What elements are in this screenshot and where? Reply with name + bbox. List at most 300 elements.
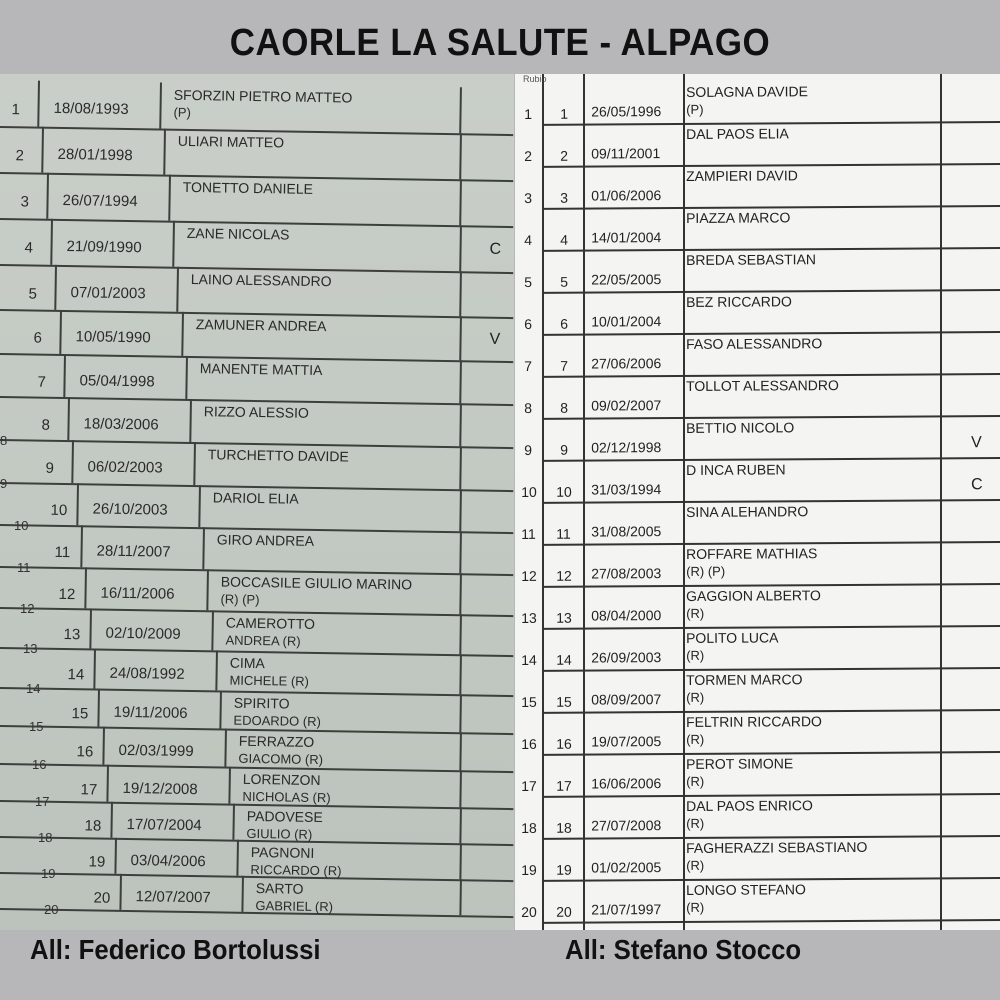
outer-row-number: 6 xyxy=(524,315,533,332)
player-number: 10 xyxy=(50,501,68,520)
player-name xyxy=(686,755,793,790)
player-name xyxy=(686,167,798,185)
outer-row-number: 10 xyxy=(14,518,29,533)
outer-row-number: 17 xyxy=(521,777,537,794)
player-number: 16 xyxy=(76,743,94,761)
player-name-line: GAGGION ALBERTO xyxy=(686,587,821,604)
player-birthdate: 06/02/2003 xyxy=(87,457,163,477)
player-number: 14 xyxy=(67,666,85,684)
player-number: 1 xyxy=(11,101,21,119)
player-number: 5 xyxy=(28,284,38,303)
outer-row-number: 14 xyxy=(521,651,537,668)
player-number: 12 xyxy=(556,567,572,584)
column-divider xyxy=(228,767,231,804)
column-divider xyxy=(54,265,57,310)
column-divider xyxy=(193,442,196,485)
column-divider xyxy=(236,840,239,876)
player-name xyxy=(686,419,794,437)
player-birthdate: 01/02/2005 xyxy=(591,859,662,876)
player-name-line: BREDA SEBASTIAN xyxy=(686,251,817,268)
player-name-line: ULIARI MATTEO xyxy=(177,132,285,151)
player-number: 4 xyxy=(24,239,34,257)
column-divider xyxy=(41,127,44,173)
row-divider xyxy=(542,919,1000,924)
column-divider xyxy=(189,399,192,442)
outer-row-number: 9 xyxy=(524,441,533,458)
outer-row-number: 2 xyxy=(524,147,533,164)
table-row xyxy=(515,667,1000,712)
player-name xyxy=(686,545,817,580)
player-birthdate: 17/07/2004 xyxy=(126,815,202,835)
player-name xyxy=(686,209,790,227)
player-name-line: TORMEN MARCO xyxy=(686,671,803,688)
player-number: 18 xyxy=(556,819,572,836)
player-name-line: MANENTE MATTIA xyxy=(199,360,323,379)
player-name xyxy=(255,880,333,915)
player-name-line: PADOVESE xyxy=(246,807,323,826)
player-number: 9 xyxy=(560,441,569,458)
player-name-line: GIRO ANDREA xyxy=(216,531,315,549)
player-role: C xyxy=(971,476,983,494)
player-name-note: (R) xyxy=(686,647,705,663)
column-divider xyxy=(459,807,462,843)
player-name-line: POLITO LUCA xyxy=(686,629,779,646)
player-role: V xyxy=(489,330,501,348)
player-name-line: SPIRITO xyxy=(233,694,290,712)
column-divider xyxy=(71,440,74,483)
player-number: 4 xyxy=(560,231,569,248)
table-row xyxy=(515,163,1000,208)
column-divider xyxy=(168,175,171,221)
column-divider xyxy=(84,567,87,608)
table-row xyxy=(515,793,1000,838)
player-name-line: ZAMUNER ANDREA xyxy=(195,316,327,335)
player-name-line: LORENZON xyxy=(242,770,321,789)
left-team-sheet xyxy=(0,74,514,930)
player-name-line: SINA ALEHANDRO xyxy=(686,503,809,520)
table-row xyxy=(0,264,514,317)
player-name xyxy=(178,133,285,152)
player-birthdate: 27/07/2008 xyxy=(591,817,662,834)
player-name xyxy=(686,881,806,916)
outer-row-number: 17 xyxy=(35,794,50,809)
player-birthdate: 02/03/1999 xyxy=(118,741,194,761)
outer-row-number: 7 xyxy=(524,357,533,374)
outer-row-number: 12 xyxy=(521,567,537,584)
player-birthdate: 16/06/2006 xyxy=(591,775,662,792)
column-divider xyxy=(67,397,70,440)
player-name xyxy=(686,125,789,143)
column-divider xyxy=(176,267,179,312)
player-name xyxy=(213,489,299,507)
player-name-note: GIULIO (R) xyxy=(246,825,313,842)
column-divider xyxy=(459,732,462,770)
column-divider xyxy=(80,525,83,567)
player-birthdate: 28/11/2007 xyxy=(96,542,171,561)
player-birthdate: 31/08/2005 xyxy=(591,523,662,540)
player-birthdate: 27/08/2003 xyxy=(591,565,662,582)
column-divider xyxy=(459,694,462,732)
player-name-line: SARTO xyxy=(255,880,304,897)
player-name-line: FERRAZZO xyxy=(238,732,315,750)
table-row xyxy=(515,709,1000,754)
player-name-note: (R) xyxy=(686,605,705,621)
player-birthdate: 14/01/2004 xyxy=(591,229,662,246)
column-divider xyxy=(37,81,40,127)
table-row xyxy=(515,751,1000,796)
player-birthdate: 26/05/1996 xyxy=(591,103,662,120)
outer-row-number: 8 xyxy=(0,433,8,448)
player-birthdate: 19/12/2008 xyxy=(122,779,198,798)
player-number: 2 xyxy=(560,147,569,164)
player-name-note: RICCARDO (R) xyxy=(250,861,342,879)
player-birthdate: 16/11/2006 xyxy=(100,584,175,603)
outer-row-number: 13 xyxy=(521,609,537,626)
column-divider xyxy=(211,610,214,650)
table-row xyxy=(515,247,1000,292)
player-name xyxy=(686,83,808,118)
player-number: 3 xyxy=(560,189,569,206)
player-name-note: (R) (P) xyxy=(220,591,260,608)
player-name-note: GABRIEL (R) xyxy=(255,898,334,915)
table-row xyxy=(515,625,1000,670)
column-divider xyxy=(50,219,53,265)
player-number: 19 xyxy=(556,861,572,878)
column-divider xyxy=(224,729,227,767)
header-fragment: Rubio xyxy=(523,74,547,84)
player-number: 8 xyxy=(41,416,51,434)
player-name-line: DAL PAOS ENRICO xyxy=(686,797,813,814)
player-name-note: ANDREA (R) xyxy=(225,632,301,649)
player-birthdate: 21/09/1990 xyxy=(66,238,142,257)
player-name xyxy=(233,695,321,730)
table-row xyxy=(515,583,1000,628)
player-name-note: (R) xyxy=(686,857,705,873)
outer-row-number: 16 xyxy=(521,735,537,752)
player-number: 13 xyxy=(63,626,81,644)
column-divider xyxy=(459,531,462,573)
player-number: 6 xyxy=(560,315,569,332)
player-name xyxy=(686,587,821,622)
outer-row-number: 1 xyxy=(524,105,533,122)
column-divider xyxy=(459,87,462,133)
outer-row-number: 20 xyxy=(521,903,537,920)
player-name-line: BETTIO NICOLO xyxy=(686,419,795,436)
player-name-line: ZANE NICOLAS xyxy=(186,224,290,243)
column-divider xyxy=(97,689,100,727)
outer-row-number: 15 xyxy=(521,693,537,710)
table-row xyxy=(0,80,514,134)
column-divider xyxy=(215,650,218,690)
player-name-line: FAGHERAZZI SEBASTIANO xyxy=(686,838,868,856)
player-number: 5 xyxy=(560,273,569,290)
player-name-note: (R) (P) xyxy=(686,563,726,579)
outer-row-number: 10 xyxy=(521,483,537,500)
player-birthdate: 09/02/2007 xyxy=(591,397,662,414)
player-birthdate: 22/05/2005 xyxy=(591,271,662,288)
player-number: 7 xyxy=(560,357,569,374)
outer-row-number: 5 xyxy=(524,273,533,290)
table-row xyxy=(0,872,514,916)
column-divider xyxy=(198,485,201,527)
player-number: 12 xyxy=(58,585,76,603)
player-birthdate: 01/06/2006 xyxy=(591,187,662,204)
player-birthdate: 02/12/1998 xyxy=(591,439,662,456)
column-divider xyxy=(459,271,462,316)
player-number: 7 xyxy=(37,373,47,391)
player-number: 2 xyxy=(15,147,25,165)
outer-row-number: 15 xyxy=(29,719,44,734)
outer-row-number: 20 xyxy=(44,902,59,917)
column-divider xyxy=(114,838,117,874)
column-divider xyxy=(459,225,462,271)
column-divider xyxy=(159,83,162,129)
player-birthdate: 09/11/2001 xyxy=(591,145,661,162)
player-name xyxy=(238,733,323,768)
player-name-note: MICHELE (R) xyxy=(229,672,310,689)
column-divider xyxy=(202,527,205,569)
player-number: 19 xyxy=(88,853,106,871)
player-name xyxy=(686,377,839,395)
column-divider xyxy=(459,179,462,225)
table-row xyxy=(0,172,514,226)
player-name xyxy=(204,403,309,422)
player-number: 20 xyxy=(556,903,572,920)
player-name-line: SOLAGNA DAVIDE xyxy=(686,83,809,100)
left-coach: All: Federico Bortolussi xyxy=(30,934,321,965)
player-birthdate: 21/07/1997 xyxy=(591,901,662,918)
player-birthdate: 10/01/2004 xyxy=(591,313,662,330)
column-divider xyxy=(181,312,184,356)
player-name-line: D INCA RUBEN xyxy=(686,461,786,478)
player-name-line: FASO ALESSANDRO xyxy=(686,335,823,352)
player-name xyxy=(686,797,813,832)
player-name-line: BEZ RICCARDO xyxy=(686,293,792,310)
player-name-note: NICHOLAS (R) xyxy=(242,788,331,806)
player-name xyxy=(686,503,808,521)
column-divider xyxy=(241,876,244,912)
table-row xyxy=(515,289,1000,334)
column-divider xyxy=(232,804,235,840)
player-name-line: TURCHETTO DAVIDE xyxy=(207,446,349,465)
player-name xyxy=(196,316,327,335)
player-name-note: EDOARDO (R) xyxy=(233,712,322,730)
column-divider xyxy=(76,483,79,525)
player-name xyxy=(208,446,349,465)
column-divider xyxy=(206,569,209,610)
player-birthdate: 26/07/1994 xyxy=(62,191,138,211)
player-birthdate: 19/07/2005 xyxy=(591,733,662,750)
column-divider xyxy=(459,614,462,654)
player-birthdate: 02/10/2009 xyxy=(105,624,181,643)
player-number: 15 xyxy=(71,705,89,723)
player-birthdate: 08/09/2007 xyxy=(591,691,662,708)
player-name xyxy=(250,844,342,879)
outer-row-number: 11 xyxy=(17,560,31,575)
outer-row-number: 12 xyxy=(20,601,35,616)
column-divider xyxy=(459,360,462,403)
player-birthdate: 26/10/2003 xyxy=(92,500,168,519)
table-row xyxy=(515,457,1000,502)
player-name-line: ZAMPIERI DAVID xyxy=(686,167,798,184)
outer-row-number: 19 xyxy=(521,861,537,878)
column-divider xyxy=(459,843,462,879)
player-name xyxy=(686,461,786,479)
player-name-line: CAMEROTTO xyxy=(225,614,316,632)
player-name-line: PAGNONI xyxy=(250,843,315,861)
player-number: 15 xyxy=(556,693,572,710)
player-name xyxy=(246,808,323,843)
column-divider xyxy=(459,316,462,360)
outer-row-number: 16 xyxy=(32,757,47,772)
player-birthdate: 27/06/2006 xyxy=(591,355,662,372)
player-name-line: PEROT SIMONE xyxy=(686,755,794,772)
column-divider xyxy=(459,133,462,179)
player-name-line: ROFFARE MATHIAS xyxy=(686,545,818,562)
outer-row-number: 18 xyxy=(521,819,537,836)
column-divider xyxy=(185,356,188,399)
column-divider xyxy=(119,874,122,910)
player-name xyxy=(686,629,779,664)
table-row xyxy=(515,79,1000,124)
column-divider xyxy=(63,354,66,397)
player-birthdate: 31/03/1994 xyxy=(591,481,662,498)
player-name-note: (R) xyxy=(686,815,705,831)
player-name-line: PIAZZA MARCO xyxy=(686,209,791,226)
player-name-line: BOCCASILE GIULIO MARINO xyxy=(220,573,413,593)
player-name-note: GIACOMO (R) xyxy=(238,750,324,768)
column-divider xyxy=(459,573,462,614)
column-divider xyxy=(102,727,105,765)
player-name xyxy=(220,573,412,610)
player-number: 13 xyxy=(556,609,572,626)
player-number: 20 xyxy=(93,889,111,907)
table-row xyxy=(515,499,1000,544)
column-divider xyxy=(46,173,49,219)
player-name xyxy=(686,335,822,353)
outer-row-number: 8 xyxy=(524,399,533,416)
table-row xyxy=(515,121,1000,166)
outer-row-number: 19 xyxy=(41,866,56,881)
table-row xyxy=(0,218,514,272)
player-name xyxy=(200,360,323,379)
table-row xyxy=(515,835,1000,880)
player-name-note: (P) xyxy=(686,101,704,117)
column-divider xyxy=(110,802,113,838)
table-row xyxy=(515,415,1000,460)
column-divider xyxy=(163,129,166,175)
column-divider xyxy=(459,446,462,489)
player-name xyxy=(686,839,867,874)
outer-row-number: 3 xyxy=(524,189,533,206)
player-name xyxy=(225,615,315,650)
outer-row-number: 4 xyxy=(524,231,533,248)
player-number: 16 xyxy=(556,735,572,752)
column-divider xyxy=(459,654,462,694)
column-divider xyxy=(459,489,462,531)
player-birthdate: 24/08/1992 xyxy=(109,664,185,683)
player-number: 18 xyxy=(84,817,102,835)
outer-row-number: 18 xyxy=(38,830,53,845)
player-name-line: TOLLOT ALESSANDRO xyxy=(686,377,839,394)
player-name xyxy=(686,251,816,269)
column-divider xyxy=(459,879,462,915)
table-row xyxy=(515,541,1000,586)
player-number: 3 xyxy=(20,193,30,211)
player-name-line: DAL PAOS ELIA xyxy=(686,125,789,142)
player-birthdate: 26/09/2003 xyxy=(591,649,662,666)
player-number: 1 xyxy=(560,105,569,122)
player-name xyxy=(242,771,331,806)
player-name xyxy=(686,293,792,311)
player-name-line: DARIOL ELIA xyxy=(212,489,299,507)
player-name-line: FELTRIN RICCARDO xyxy=(686,713,822,730)
player-birthdate: 19/11/2006 xyxy=(113,703,188,722)
player-name-note: (R) xyxy=(686,731,705,747)
player-name-line: LONGO STEFANO xyxy=(686,881,806,898)
player-name-note: (R) xyxy=(686,773,705,789)
player-birthdate: 03/04/2006 xyxy=(130,852,206,871)
player-name-line: LAINO ALESSANDRO xyxy=(190,270,332,290)
player-birthdate: 07/01/2003 xyxy=(70,283,146,302)
column-divider xyxy=(459,403,462,446)
player-name-line: CIMA xyxy=(229,654,265,672)
player-birthdate: 18/03/2006 xyxy=(83,414,159,433)
player-number: 6 xyxy=(33,329,43,347)
table-row xyxy=(515,373,1000,418)
player-birthdate: 18/08/1993 xyxy=(53,99,129,119)
column-divider xyxy=(106,765,109,802)
column-divider xyxy=(59,310,62,354)
player-name xyxy=(686,713,822,748)
player-name xyxy=(686,671,803,706)
player-name xyxy=(229,655,309,690)
column-divider xyxy=(219,690,222,728)
outer-row-number: 13 xyxy=(23,641,38,656)
player-role: V xyxy=(971,434,982,452)
outer-row-number: 9 xyxy=(0,476,8,491)
player-number: 17 xyxy=(556,777,572,794)
player-name-line: TONETTO DANIELE xyxy=(182,178,314,197)
table-row xyxy=(515,331,1000,376)
player-name-note: (P) xyxy=(173,104,191,121)
table-row xyxy=(0,126,514,180)
player-name xyxy=(183,179,313,198)
column-divider xyxy=(459,770,462,807)
player-number: 10 xyxy=(556,483,572,500)
player-name xyxy=(173,87,352,124)
column-divider xyxy=(172,221,175,267)
player-birthdate: 12/07/2007 xyxy=(135,888,211,907)
right-team-sheet xyxy=(515,74,1000,930)
table-row xyxy=(515,877,1000,922)
player-number: 17 xyxy=(80,780,98,799)
player-name-line: RIZZO ALESSIO xyxy=(203,403,309,421)
player-name xyxy=(187,225,290,244)
table-row xyxy=(515,205,1000,250)
player-birthdate: 08/04/2000 xyxy=(591,607,662,624)
player-birthdate: 10/05/1990 xyxy=(75,328,151,347)
player-name xyxy=(217,531,315,550)
player-birthdate: 05/04/1998 xyxy=(79,371,155,390)
player-name-line: SFORZIN PIETRO MATTEO xyxy=(173,86,353,106)
right-coach: All: Stefano Stocco xyxy=(565,934,802,965)
player-number: 9 xyxy=(45,459,55,477)
column-divider xyxy=(89,608,92,648)
player-number: 11 xyxy=(556,525,571,542)
player-name-note: (R) xyxy=(686,899,705,915)
player-number: 14 xyxy=(556,651,572,668)
